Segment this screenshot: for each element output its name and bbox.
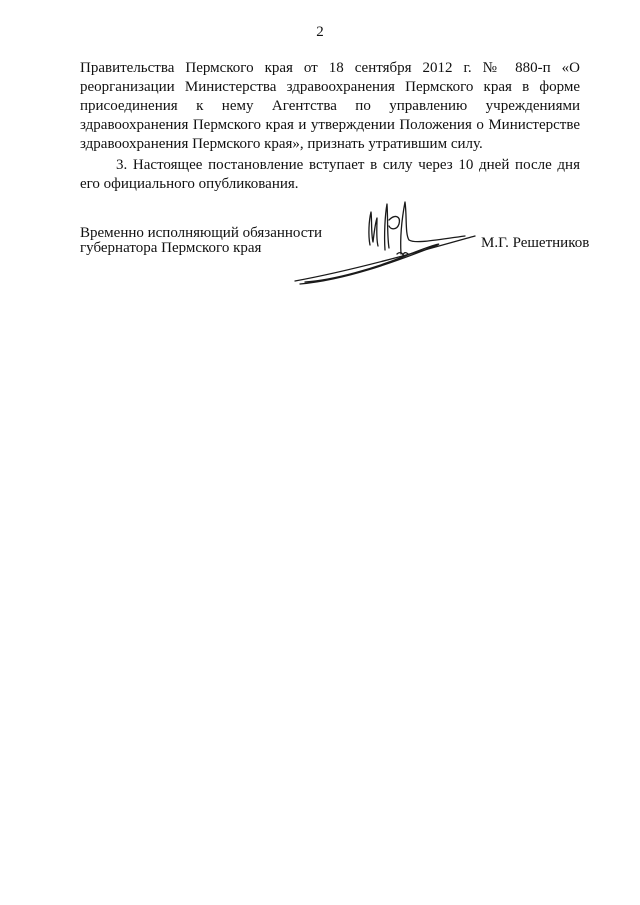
paragraph-effective-date: 3. Настоящее постановление вступает в силу через 10 дней после дня его официального опубликования. — [80, 157, 580, 192]
signer-name: М.Г. Решетников — [481, 235, 590, 251]
paragraph-repeal-clause: Правительства Пермского края от 18 сентября 2012 г. № 880-п «О реорганизации Министерства здравоохранения Пермского края в форме присоединения к нему Агентства по управлению учреждениями здравоохранения Пермского края и утверждении Положения о Министерстве здравоохранения Пермского края», признать утратившим силу. — [80, 60, 580, 152]
signer-position-line-1: Временно исполняющий обязанности — [80, 225, 323, 241]
document-body — [80, 59, 580, 194]
signer-position-line-2: губернатора Пермского края — [80, 240, 262, 256]
page-number: 2 — [316, 24, 324, 40]
handwritten-signature — [285, 190, 485, 290]
